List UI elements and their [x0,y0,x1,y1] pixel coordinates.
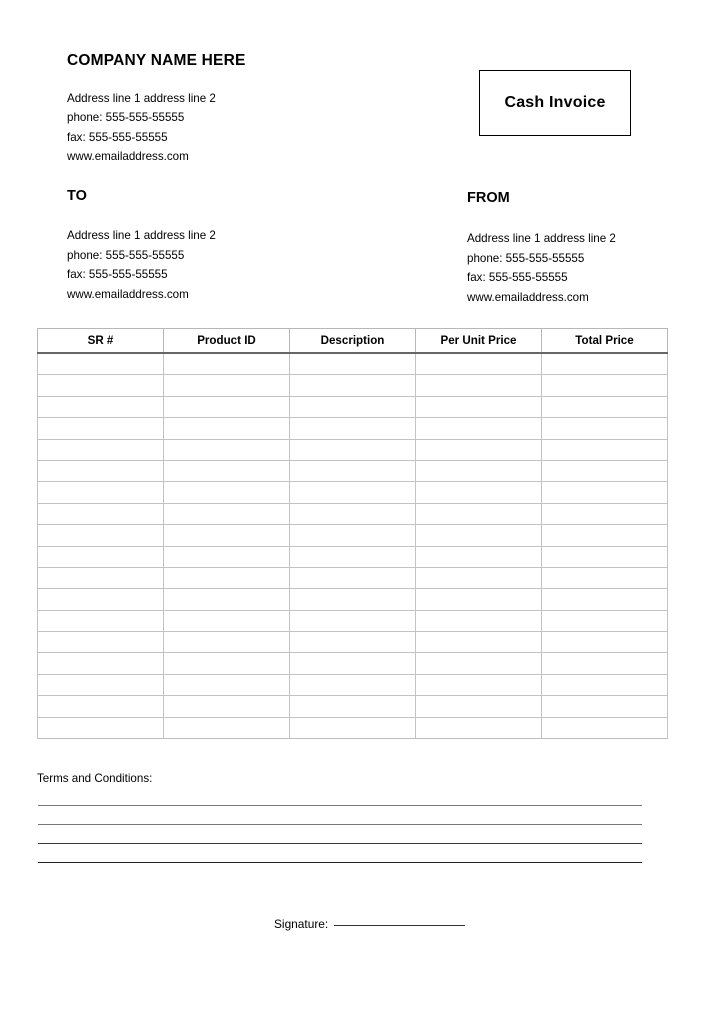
table-cell[interactable] [164,375,290,396]
table-cell[interactable] [290,418,416,439]
table-row [38,503,668,524]
table-row [38,525,668,546]
table-cell[interactable] [542,460,668,481]
table-cell[interactable] [38,418,164,439]
table-cell[interactable] [164,567,290,588]
table-cell[interactable] [290,610,416,631]
column-header-per-unit-price: Per Unit Price [416,329,542,354]
table-cell[interactable] [164,418,290,439]
signature-field [274,917,465,931]
table-row [38,632,668,653]
table-row [38,589,668,610]
line-items-body [38,353,668,739]
table-cell[interactable] [164,632,290,653]
table-cell[interactable] [38,632,164,653]
table-cell[interactable] [38,717,164,738]
table-cell[interactable] [290,482,416,503]
table-cell[interactable] [38,439,164,460]
table-cell[interactable] [38,674,164,695]
table-cell[interactable] [164,482,290,503]
table-cell[interactable] [542,717,668,738]
table-cell[interactable] [164,674,290,695]
from-phone: phone: 555-555-55555 [467,251,585,265]
table-cell[interactable] [416,674,542,695]
table-row [38,460,668,481]
from-address: Address line 1 address line 2 [467,232,616,246]
to-phone: phone: 555-555-55555 [67,248,185,262]
table-cell[interactable] [290,717,416,738]
table-cell[interactable] [542,632,668,653]
table-cell[interactable] [290,567,416,588]
table-cell[interactable] [290,546,416,567]
table-row [38,418,668,439]
table-cell[interactable] [542,396,668,417]
table-cell[interactable] [542,482,668,503]
table-cell[interactable] [542,589,668,610]
table-cell[interactable] [416,418,542,439]
table-cell[interactable] [290,696,416,717]
table-cell[interactable] [164,653,290,674]
column-header-description: Description [290,329,416,354]
table-row [38,696,668,717]
terms-line-2[interactable] [38,824,642,825]
line-items-table [37,328,668,739]
table-row [38,482,668,503]
table-cell[interactable] [416,696,542,717]
table-cell[interactable] [542,525,668,546]
table-cell[interactable] [164,525,290,546]
table-cell[interactable] [164,353,290,375]
table-cell[interactable] [416,525,542,546]
table-cell[interactable] [416,567,542,588]
table-cell[interactable] [164,439,290,460]
table-cell[interactable] [290,460,416,481]
table-row [38,610,668,631]
table-cell[interactable] [416,610,542,631]
column-header-total-price: Total Price [542,329,668,354]
table-cell[interactable] [290,632,416,653]
signature-label: Signature: [274,917,329,931]
table-cell[interactable] [38,653,164,674]
table-cell[interactable] [290,674,416,695]
table-cell[interactable] [164,396,290,417]
table-cell[interactable] [164,503,290,524]
from-website: www.emailaddress.com [467,290,589,304]
table-cell[interactable] [416,460,542,481]
table-cell[interactable] [542,439,668,460]
company-website: www.emailaddress.com [67,150,189,164]
table-cell[interactable] [416,353,542,375]
to-title: TO [67,188,87,204]
to-address: Address line 1 address line 2 [67,229,216,243]
terms-label: Terms and Conditions: [37,772,153,785]
terms-line-3[interactable] [38,843,642,844]
table-cell[interactable] [290,503,416,524]
line-items-header [38,329,668,354]
table-row [38,567,668,588]
table-cell[interactable] [542,353,668,375]
table-cell[interactable] [164,589,290,610]
table-cell[interactable] [542,653,668,674]
table-cell[interactable] [416,632,542,653]
table-cell[interactable] [164,696,290,717]
table-header-row [38,329,668,354]
table-cell[interactable] [416,439,542,460]
table-cell[interactable] [164,610,290,631]
table-cell[interactable] [290,525,416,546]
company-phone: phone: 555-555-55555 [67,111,185,125]
to-website: www.emailaddress.com [67,287,189,301]
table-cell[interactable] [542,610,668,631]
table-cell[interactable] [542,696,668,717]
table-cell[interactable] [416,546,542,567]
table-row [38,674,668,695]
table-cell[interactable] [38,482,164,503]
table-cell[interactable] [38,396,164,417]
company-header [67,52,427,167]
table-cell[interactable] [416,482,542,503]
table-cell[interactable] [164,717,290,738]
table-cell[interactable] [542,503,668,524]
company-fax: fax: 555-555-55555 [67,130,168,144]
table-cell[interactable] [290,589,416,610]
table-cell[interactable] [38,696,164,717]
column-header-product-id: Product ID [164,329,290,354]
table-cell[interactable] [164,460,290,481]
company-name: COMPANY NAME HERE [67,52,246,69]
table-cell[interactable] [164,546,290,567]
table-cell[interactable] [542,674,668,695]
table-cell[interactable] [290,653,416,674]
table-cell[interactable] [290,439,416,460]
invoice-type-label: Cash Invoice [504,94,606,111]
table-cell[interactable] [290,375,416,396]
table-cell[interactable] [38,353,164,375]
table-cell[interactable] [542,375,668,396]
to-block [67,188,397,304]
table-cell[interactable] [290,353,416,375]
table-cell[interactable] [416,375,542,396]
table-cell[interactable] [290,396,416,417]
table-row [38,396,668,417]
table-row [38,546,668,567]
table-cell[interactable] [38,546,164,567]
signature-line[interactable] [334,925,465,926]
table-cell[interactable] [38,567,164,588]
table-cell[interactable] [542,567,668,588]
to-fax: fax: 555-555-55555 [67,268,168,282]
from-details [467,229,708,307]
invoice-type-box [479,70,631,136]
table-row [38,439,668,460]
table-row [38,717,668,738]
from-title: FROM [467,190,510,206]
company-address: Address line 1 address line 2 [67,91,216,105]
table-row [38,353,668,375]
from-block [467,190,708,307]
terms-line-4[interactable] [38,862,642,863]
table-row [38,375,668,396]
table-cell[interactable] [38,460,164,481]
terms-line-1[interactable] [38,805,642,806]
table-cell[interactable] [38,589,164,610]
from-fax: fax: 555-555-55555 [467,271,568,285]
table-cell[interactable] [38,610,164,631]
table-cell[interactable] [416,589,542,610]
column-header-sr: SR # [38,329,164,354]
table-cell[interactable] [542,546,668,567]
table-cell[interactable] [416,717,542,738]
table-cell[interactable] [416,653,542,674]
table-row [38,653,668,674]
table-cell[interactable] [38,503,164,524]
table-cell[interactable] [38,525,164,546]
table-cell[interactable] [416,396,542,417]
to-details [67,226,397,304]
table-cell[interactable] [38,375,164,396]
table-cell[interactable] [542,418,668,439]
table-cell[interactable] [416,503,542,524]
